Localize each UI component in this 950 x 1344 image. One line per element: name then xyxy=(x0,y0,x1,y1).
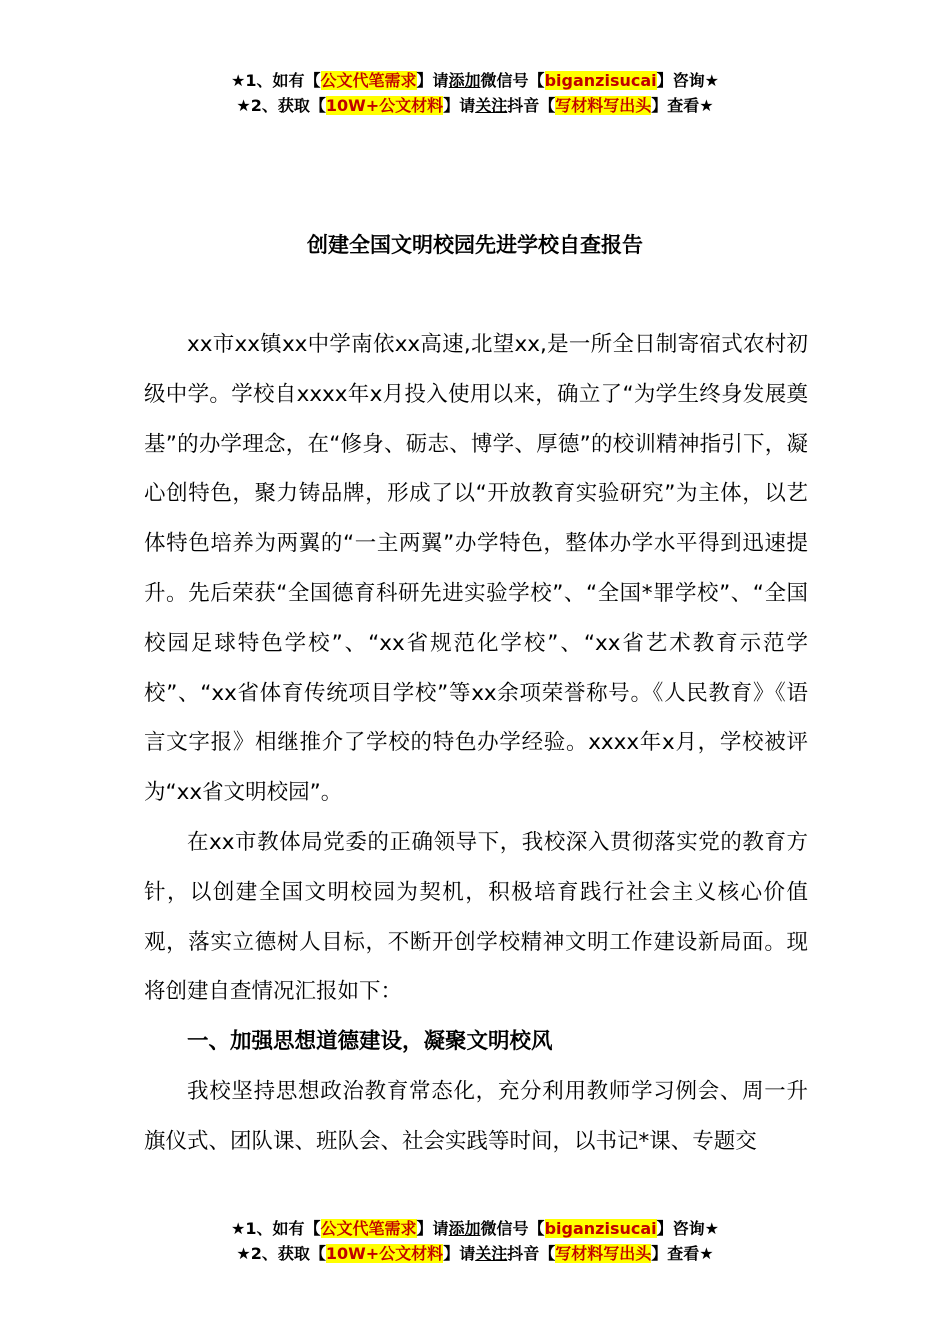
banner-text: ★2、获取【 xyxy=(236,96,326,115)
footer-banner xyxy=(0,1216,950,1266)
section-heading: 一、加强思想道德建设，凝聚文明校风 xyxy=(187,1029,553,1055)
banner-underline: 关注 xyxy=(475,1244,508,1263)
banner-highlight: biganzisucai xyxy=(544,71,657,90)
paragraph: xx市xx镇xx中学南依xx高速,北望xx,是一所全日制寄宿式农村初级中学。学校自xxxx年x月投入使用以来，确立了“为学生终身发展奠基”的办学理念，在“修身、砺志、博学、厚德”的校训精神指引下，凝心创特色，聚力铸品牌，形成了以“开放教育实验研究”为主体，以艺体特色培养为两翼的“一主两翼”办学特色，整体办学水平得到迅速提升。先后荣获“全国德育科研先进实验学校”、“全国*罪学校”、“全国校园足球特色学校”、“xx省规范化学校”、“xx省艺术教育示范学校”、“xx省体育传统项目学校”等xx余项荣誉称号。《人民教育》《语言文字报》相继推介了学校的特色办学经验。xxxx年x月，学校被评为“xx省文明校园”。 xyxy=(144,332,808,806)
banner-text: 】请 xyxy=(416,1219,449,1238)
banner-text: 】咨询★ xyxy=(656,1219,719,1238)
banner-text: ★1、如有【 xyxy=(231,1219,321,1238)
banner-underline: 添加 xyxy=(448,1219,481,1238)
banner-line-2 xyxy=(0,93,950,118)
banner-text: 微信号【 xyxy=(480,71,545,90)
banner-line-1 xyxy=(0,68,950,93)
paragraph: 在xx市教体局党委的正确领导下，我校深入贯彻落实党的教育方针，以创建全国文明校园为契机，积极培育践行社会主义核心价值观，落实立德树人目标，不断开创学校精神文明工作建设新局面。现将创建自查情况汇报如下： xyxy=(144,829,808,1005)
banner-text: 】咨询★ xyxy=(656,71,719,90)
banner-text: 】查看★ xyxy=(651,96,714,115)
banner-highlight: biganzisucai xyxy=(544,1219,657,1238)
banner-highlight: 公文代笔需求 xyxy=(320,1219,417,1238)
banner-text: 】查看★ xyxy=(651,1244,714,1263)
banner-text: 】请 xyxy=(443,96,476,115)
banner-underline: 关注 xyxy=(475,96,508,115)
paragraph: 我校坚持思想政治教育常态化，充分利用教师学习例会、周一升旗仪式、团队课、班队会、社会实践等时间，以书记*课、专题交 xyxy=(144,1078,808,1154)
banner-text: 】请 xyxy=(443,1244,476,1263)
banner-line-1 xyxy=(0,1216,950,1241)
banner-text: 】请 xyxy=(416,71,449,90)
document-title: 创建全国文明校园先进学校自查报告 xyxy=(307,233,643,257)
banner-text: 抖音【 xyxy=(507,1244,556,1263)
document-body xyxy=(144,320,808,1167)
header-banner xyxy=(0,68,950,118)
banner-highlight: 10W+公文材料 xyxy=(325,1244,444,1263)
banner-underline: 添加 xyxy=(448,71,481,90)
banner-highlight: 写材料写出头 xyxy=(555,96,652,115)
banner-text: 抖音【 xyxy=(507,96,556,115)
banner-highlight: 10W+公文材料 xyxy=(325,96,444,115)
banner-text: ★1、如有【 xyxy=(231,71,321,90)
banner-text: ★2、获取【 xyxy=(236,1244,326,1263)
banner-text: 微信号【 xyxy=(480,1219,545,1238)
banner-highlight: 公文代笔需求 xyxy=(320,71,417,90)
banner-highlight: 写材料写出头 xyxy=(555,1244,652,1263)
banner-line-2 xyxy=(0,1241,950,1266)
